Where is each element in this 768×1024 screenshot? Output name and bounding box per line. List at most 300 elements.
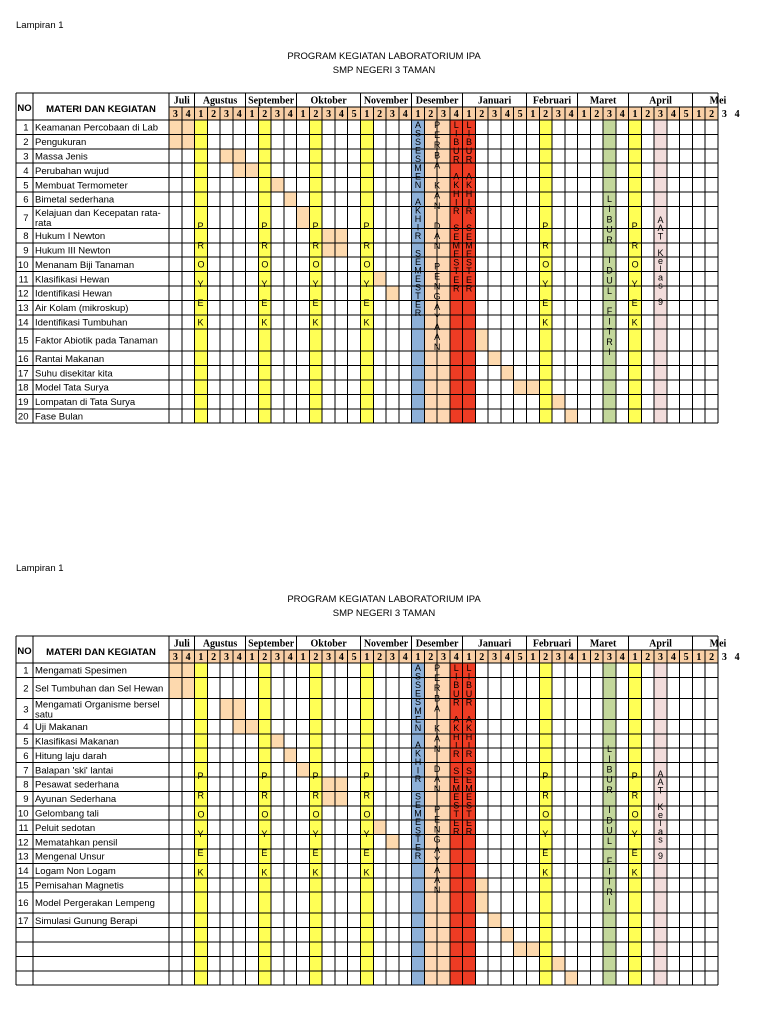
vertical-letter: I	[455, 671, 458, 682]
vertical-letter: K	[261, 867, 268, 878]
week-number: 1	[632, 652, 638, 663]
vertical-letter: S	[414, 791, 421, 802]
vertical-letter: O	[542, 809, 550, 820]
week-number: 2	[709, 652, 715, 663]
vertical-letter: Y	[363, 828, 370, 839]
vertical-letter: K	[453, 723, 460, 734]
vertical-letter: E	[197, 298, 204, 309]
vertical-letter: E	[312, 298, 319, 309]
vertical-letter: B	[434, 693, 441, 704]
vertical-letter: E	[414, 799, 421, 810]
row-number: 13	[17, 851, 29, 863]
activity-name: Bimetal sederhana	[35, 194, 115, 206]
activity-cell	[322, 791, 335, 805]
activity-name: Lompatan di Tata Surya	[35, 397, 136, 409]
vertical-letter: P	[261, 771, 268, 781]
activity-cell	[565, 971, 578, 985]
activity-cell	[488, 913, 501, 927]
vertical-letter: I	[467, 128, 471, 139]
week-number: 4	[236, 652, 242, 663]
week-number: 5	[683, 109, 689, 120]
vertical-letter: E	[542, 848, 549, 859]
activity-name: Logam Non Logam	[35, 866, 116, 878]
vertical-letter: E	[434, 271, 441, 282]
vertical-letter: H	[453, 731, 460, 742]
vertical-letter: S	[414, 282, 421, 293]
vertical-letter: E	[414, 145, 421, 156]
week-number: 4	[287, 652, 293, 663]
vertical-letter: O	[542, 259, 550, 270]
week-number: 3	[606, 652, 612, 663]
activity-name: Uji Makanan	[35, 722, 88, 734]
week-number: 1	[249, 652, 255, 663]
vertical-letter: P	[542, 771, 549, 781]
activity-name: Keamanan Percobaan di Lab	[35, 122, 159, 134]
vertical-letter: K	[363, 317, 370, 328]
activity-name: Identifikasi Hewan	[35, 288, 113, 300]
row-number: 2	[23, 137, 29, 149]
vertical-letter: E	[466, 231, 473, 242]
week-number: 4	[734, 109, 740, 120]
vertical-letter: s	[658, 280, 663, 291]
week-number: 2	[594, 109, 600, 120]
activity-name: Sel Tumbuhan dan Sel Hewan	[35, 683, 164, 695]
activity-cell	[233, 698, 246, 719]
vertical-letter: Y	[261, 278, 268, 289]
vertical-letter: L	[466, 120, 472, 130]
vertical-letter: E	[414, 299, 421, 310]
week-number: 2	[313, 109, 319, 120]
activity-cell	[284, 748, 297, 762]
month-header: Oktober	[310, 638, 347, 650]
vertical-letter: E	[363, 298, 370, 309]
vertical-letter: M	[452, 783, 461, 794]
proyek-band	[539, 663, 552, 985]
week-number: 1	[415, 652, 421, 663]
schedule-table	[16, 93, 718, 423]
week-number: 4	[619, 652, 625, 663]
vertical-letter: O	[261, 809, 269, 820]
week-number: 5	[517, 652, 523, 663]
vertical-letter: H	[453, 188, 460, 199]
vertical-letter: S	[414, 137, 421, 148]
vertical-letter: E	[453, 817, 460, 828]
week-number: 4	[402, 109, 408, 120]
month-header: April	[649, 638, 672, 650]
month-header: November	[363, 638, 409, 650]
week-number: 1	[415, 109, 421, 120]
vertical-letter: E	[414, 714, 421, 725]
week-number: 1	[364, 652, 370, 663]
page-title: PROGRAM KEGIATAN LABORATORIUM IPA	[287, 594, 481, 605]
vertical-letter: R	[606, 886, 613, 897]
vertical-letter: S	[466, 800, 473, 811]
lampiran-label: Lampiran 1	[16, 563, 64, 574]
vertical-letter: s	[658, 834, 663, 845]
row-number: 15	[17, 335, 29, 347]
vertical-letter: R	[312, 790, 319, 801]
vertical-letter: S	[466, 766, 473, 777]
activity-cell	[373, 272, 386, 286]
week-number: 2	[211, 652, 217, 663]
vertical-letter: S	[414, 680, 421, 691]
activity-name: Klasifikasi Hewan	[35, 274, 110, 286]
row-number: 19	[17, 397, 29, 409]
vertical-letter: R	[312, 240, 319, 251]
row-number: 14	[17, 866, 29, 878]
week-number: 1	[696, 652, 702, 663]
activity-name: Hukum I Newton	[35, 231, 106, 243]
week-number: 2	[313, 652, 319, 663]
month-header: Maret	[589, 95, 617, 107]
vertical-letter: R	[261, 790, 268, 801]
week-number: 2	[709, 109, 715, 120]
row-number: 9	[23, 794, 29, 806]
row-number: 11	[18, 274, 29, 286]
vertical-letter: N	[414, 722, 422, 733]
activity-cell	[246, 719, 259, 733]
activity-name: Simulasi Gunung Berapi	[35, 915, 138, 927]
week-number: 4	[568, 109, 574, 120]
vertical-letter: I	[608, 754, 611, 765]
activity-cell	[475, 878, 488, 892]
week-number: 4	[453, 109, 459, 120]
vertical-letter: Y	[363, 278, 370, 289]
vertical-letter: E	[197, 848, 204, 859]
vertical-letter: I	[455, 740, 458, 751]
activity-name: Ayunan Sederhana	[35, 794, 117, 806]
month-header: November	[363, 95, 409, 107]
vertical-letter: I	[608, 316, 611, 327]
libur-akhir-letters	[453, 663, 461, 836]
vertical-letter: Y	[261, 828, 268, 839]
vertical-letter: Y	[197, 828, 204, 839]
activity-cell	[182, 677, 195, 698]
vertical-letter: A	[657, 223, 664, 234]
activity-cell	[386, 835, 399, 849]
week-number: 3	[658, 109, 664, 120]
vertical-letter: M	[465, 240, 473, 251]
vertical-letter: E	[414, 688, 421, 699]
week-number: 3	[275, 652, 281, 663]
row-number: 20	[17, 411, 29, 423]
vertical-letter: I	[416, 222, 420, 233]
month-header: Agustus	[202, 638, 238, 650]
vertical-letter: O	[363, 259, 371, 270]
vertical-letter: A	[434, 703, 441, 714]
vertical-letter: I	[608, 897, 611, 907]
vertical-letter: I	[455, 197, 458, 208]
vertical-letter: K	[197, 317, 204, 328]
vertical-letter: T	[466, 266, 472, 277]
vertical-letter: K	[542, 317, 549, 328]
vertical-letter: R	[414, 231, 422, 242]
vertical-letter: A	[657, 215, 664, 225]
month-header: Januari	[477, 95, 512, 107]
activity-name: Identifikasi Tumbuhan	[35, 317, 128, 329]
vertical-letter: R	[453, 697, 460, 708]
activity-name: Membuat Termometer	[35, 180, 128, 192]
activity-cell	[297, 763, 310, 777]
vertical-letter: E	[542, 298, 549, 309]
month-header: Mei	[709, 95, 727, 107]
week-number: 3	[326, 109, 332, 120]
vertical-letter: A	[434, 733, 441, 744]
vertical-letter: B	[434, 150, 441, 161]
vertical-letter: 9	[658, 851, 664, 861]
vertical-letter: I	[608, 866, 611, 877]
libur-akhir-letters-2	[465, 663, 473, 836]
vertical-letter: A	[434, 875, 441, 886]
week-number: 3	[441, 109, 446, 120]
activity-cell	[386, 286, 399, 300]
vertical-letter: N	[433, 885, 441, 896]
activity-cell	[233, 149, 246, 163]
vertical-letter: R	[363, 240, 371, 251]
vertical-letter: T	[415, 834, 421, 844]
vertical-letter: R	[453, 206, 460, 216]
week-number: 1	[364, 109, 370, 120]
libur-idul-letters	[606, 744, 613, 907]
activity-cell	[501, 928, 514, 942]
vertical-letter: P	[631, 221, 638, 231]
week-number: 3	[658, 652, 664, 663]
vertical-letter: R	[631, 790, 639, 801]
vertical-letter: H	[465, 188, 473, 199]
row-number: 12	[17, 288, 29, 300]
week-number: 1	[530, 109, 536, 120]
week-number: 1	[198, 109, 204, 120]
vertical-letter: Y	[434, 311, 441, 322]
activity-cell	[501, 366, 514, 380]
vertical-letter: e	[658, 810, 664, 820]
vertical-letter: S	[414, 248, 421, 259]
week-number: 3	[223, 652, 229, 663]
week-number: 4	[619, 109, 625, 120]
week-number: 2	[262, 109, 268, 120]
no-column-header: NO	[17, 646, 32, 657]
row-number: 14	[17, 317, 29, 329]
perbaikan-letters	[434, 120, 441, 352]
vertical-letter: K	[261, 317, 268, 328]
vertical-letter: K	[312, 317, 319, 328]
week-number: 1	[581, 109, 587, 120]
vertical-letter: T	[606, 876, 613, 887]
month-header: Januari	[477, 638, 512, 650]
week-number: 2	[377, 652, 383, 663]
row-number: 8	[23, 231, 29, 243]
proyek-band	[309, 663, 322, 985]
activity-cell	[475, 329, 488, 351]
vertical-letter: A	[414, 120, 421, 130]
activity-cell	[335, 243, 348, 257]
vertical-letter: E	[453, 792, 460, 802]
activity-name: Rantai Makanan	[35, 353, 105, 365]
vertical-letter: R	[453, 283, 460, 294]
vertical-letter: T	[606, 326, 613, 337]
activity-name: Model Tata Surya	[35, 382, 109, 394]
week-number: 4	[734, 652, 740, 663]
row-number: 18	[17, 382, 29, 394]
vertical-letter: E	[466, 792, 473, 802]
week-number: 2	[377, 109, 383, 120]
vertical-letter: K	[466, 723, 473, 734]
vertical-letter: G	[433, 834, 441, 845]
vertical-letter: S	[466, 223, 473, 234]
week-number: 4	[568, 652, 574, 663]
week-number: 4	[453, 652, 459, 663]
libur-akhir-letters-2	[465, 120, 473, 293]
row-number: 4	[23, 165, 29, 177]
week-number: 1	[198, 652, 204, 663]
vertical-letter: T	[453, 809, 460, 820]
row-number: 1	[23, 665, 29, 677]
vertical-letter: A	[657, 777, 664, 788]
week-number: 2	[262, 652, 268, 663]
week-number: 2	[543, 109, 549, 120]
row-number: 16	[17, 353, 29, 365]
row-number: 15	[17, 880, 29, 892]
week-number: 1	[466, 109, 472, 120]
vertical-letter: a	[658, 826, 664, 837]
vertical-letter: I	[435, 713, 439, 724]
row-number: 6	[23, 750, 29, 762]
activity-cell	[233, 719, 246, 733]
month-header: Agustus	[202, 95, 238, 107]
activity-cell	[335, 777, 348, 791]
activity-name: rata	[35, 217, 52, 229]
vertical-letter: N	[433, 200, 441, 211]
row-number: 3	[23, 151, 29, 163]
proyek-band	[629, 663, 642, 985]
activity-cell	[182, 134, 195, 148]
vertical-letter: S	[453, 766, 460, 777]
vertical-letter: S	[414, 154, 421, 165]
vertical-letter: B	[606, 764, 613, 775]
page-subtitle: SMP NEGERI 3 TAMAN	[332, 65, 436, 76]
activity-cell	[246, 163, 259, 177]
month-header: Februari	[532, 638, 572, 650]
activity-cell	[514, 380, 527, 394]
vertical-letter: E	[466, 774, 473, 785]
vertical-letter: F	[606, 306, 613, 317]
vertical-letter: E	[414, 816, 421, 827]
vertical-letter: P	[197, 221, 204, 231]
vertical-letter: N	[433, 743, 441, 754]
vertical-letter: R	[465, 154, 473, 165]
week-number: 1	[466, 652, 472, 663]
week-number: 4	[402, 652, 408, 663]
vertical-letter: R	[542, 240, 549, 251]
week-number: 3	[172, 652, 178, 663]
week-number: 3	[326, 652, 332, 663]
vertical-letter: R	[433, 683, 441, 694]
week-number: 1	[696, 109, 702, 120]
vertical-letter: P	[312, 771, 319, 781]
row-number: 12	[17, 837, 29, 849]
vertical-letter: R	[606, 336, 613, 347]
vertical-letter: R	[465, 826, 473, 837]
proyek-band	[195, 663, 208, 985]
vertical-letter: E	[414, 273, 421, 284]
proyek-band	[361, 663, 374, 985]
vertical-letter: E	[414, 842, 421, 853]
vertical-letter: S	[453, 800, 460, 811]
vertical-letter: E	[631, 298, 638, 309]
vertical-letter: R	[197, 240, 205, 251]
vertical-letter: E	[466, 274, 473, 285]
week-number: 1	[300, 652, 306, 663]
vertical-letter: I	[467, 197, 471, 208]
row-number: 16	[17, 898, 29, 910]
vertical-letter: Y	[434, 854, 441, 865]
activity-cell	[169, 677, 182, 698]
vertical-letter: O	[631, 259, 639, 270]
vertical-letter: A	[453, 171, 460, 182]
month-header: Juli	[173, 638, 190, 650]
vertical-letter: K	[657, 247, 664, 258]
vertical-letter: K	[414, 748, 421, 759]
vertical-letter: P	[542, 221, 549, 231]
activity-cell	[526, 942, 539, 956]
vertical-letter: E	[312, 848, 319, 859]
row-number: 3	[23, 704, 29, 716]
vertical-letter: O	[197, 809, 205, 820]
vertical-letter: A	[414, 196, 421, 207]
vertical-letter: A	[466, 171, 473, 182]
vertical-letter: T	[657, 231, 664, 242]
vertical-letter: I	[608, 204, 611, 215]
perbaikan-letters	[434, 663, 441, 895]
week-number: 4	[670, 109, 676, 120]
vertical-letter: P	[197, 771, 204, 781]
week-number: 5	[517, 109, 523, 120]
vertical-letter: R	[465, 206, 473, 216]
activity-name: Mengamati Organisme bersel	[35, 699, 160, 711]
vertical-letter: N	[433, 241, 441, 252]
vertical-letter: N	[433, 342, 441, 353]
week-number: 2	[594, 652, 600, 663]
vertical-letter: R	[453, 154, 460, 165]
vertical-letter: 9	[658, 297, 664, 307]
activity-cell	[552, 956, 565, 970]
vertical-letter: A	[434, 160, 441, 171]
week-number: 4	[670, 652, 676, 663]
vertical-letter: R	[542, 790, 549, 801]
week-number: 4	[338, 109, 344, 120]
vertical-letter: l	[659, 818, 662, 829]
vertical-letter: Y	[631, 828, 638, 839]
activity-cell	[297, 206, 310, 228]
activity-name: Mengamati Spesimen	[35, 665, 127, 677]
week-number: 4	[185, 652, 191, 663]
vertical-letter: l	[659, 264, 662, 275]
activity-cell	[565, 409, 578, 423]
vertical-letter: E	[414, 171, 421, 182]
row-number: 13	[17, 303, 29, 315]
vertical-letter: S	[414, 128, 421, 139]
activity-cell	[335, 791, 348, 805]
vertical-letter: I	[467, 671, 471, 682]
row-number: 10	[17, 808, 29, 820]
month-header: September	[248, 638, 295, 650]
month-header: Maret	[589, 638, 617, 650]
vertical-letter: O	[312, 809, 320, 820]
activity-name: Faktor Abiotik pada Tanaman	[35, 335, 158, 347]
activity-name: Air Kolam (mikroskup)	[35, 303, 129, 315]
assesmen-letters	[414, 120, 422, 318]
vertical-letter: E	[434, 130, 441, 141]
